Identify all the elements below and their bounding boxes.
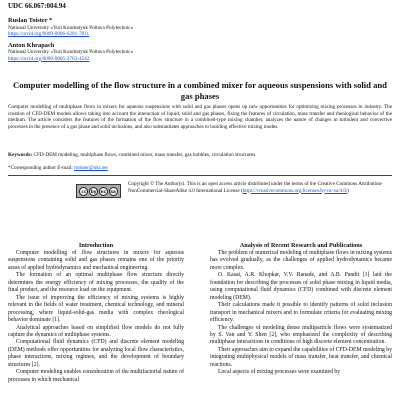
license-link-close: )	[347, 187, 350, 194]
paragraph: The challenges of modeling dense multiparticle flows were systematized by S. Van and Y. Shen [2], who emphasized the complexity of describing multiphase interactions in conditions of high discrete element concentration.	[210, 324, 392, 346]
corresponding-label: *Corresponding author E-mail:	[8, 165, 75, 171]
author-orcid-link[interactable]: https://orcid.org/0009-0006-6201-7811	[8, 30, 90, 37]
udc-code: UDC 66.067:004.94	[8, 2, 66, 10]
author-list	[8, 17, 388, 67]
keywords	[8, 152, 392, 159]
paragraph: Computer modelling of flow structures in mixers for aqueous suspensions containing solid and gas phases remains one of the priority areas of applied hydrodynamics and mechanical engineering.	[8, 250, 184, 271]
license-text: Copyright © The Author(s). This is an open access article distributed under the terms of the Creative Commons Attribution-NonCommercial-ShareAlike 4.0 International License	[128, 181, 383, 194]
paragraph: Computer modeling enables consideration of the multifactorial nature of processes in which mechanical	[8, 369, 184, 383]
sharealike-icon: sa	[110, 188, 116, 194]
license-link-open: (	[240, 187, 243, 194]
paragraph: Their calculations made it possible to identify patterns of solid inclusion transport in mechanical mixers and to formulate criteria for evaluating mixing efficiency.	[210, 302, 392, 324]
paragraph: O. Kasat, A.R. Khopkar, V.V. Ranade, and A.B. Pandit [1] laid the foundation for describing the processes of solid phase mixing in liquid media, using computational fluid dynamics (CFD) combined with discrete element modeling (DEM).	[210, 272, 392, 301]
author-affiliation: National University «Yuri Kondratyuk Poltava Polytechnic»	[8, 24, 134, 31]
author-affiliation: National University «Yuri Kondratyuk Poltava Polytechnic»	[8, 49, 134, 56]
corresponding-email-link[interactable]: rtoister@ukr.net	[74, 165, 108, 171]
noncommercial-icon: nc	[100, 188, 107, 194]
paragraph: Their approaches aim to expand the capabilities of CFD-DEM modeling by integrating multiphysical models of mass transfer, heat transfer, and chemical reactions.	[210, 346, 392, 368]
cc-license-badge	[76, 184, 121, 198]
paragraph: The problem of numerical modeling of multiphase flows in mixing systems has evolved gradually, as the challenges of applied hydrodynamics became more complex.	[210, 250, 392, 271]
cc-icon: cc	[79, 187, 88, 196]
keywords-text: CFD-DEM modeling, multiphase flows, combined mixer, mass transfer, gas bubbles, circulation structures.	[32, 152, 257, 158]
paragraph: The issue of improving the efficiency of mixing systems is highly relevant in the fields of water treatment, chemical technology, and mineral processing, where liquid-solid-gas media with complex rheological behavior dominate [1].	[8, 294, 184, 324]
author-block	[8, 17, 388, 37]
author-block	[8, 42, 388, 62]
left-column	[8, 242, 184, 384]
author-orcid-link[interactable]: https://orcid.org/0009-0005-2763-4542	[8, 55, 90, 62]
attribution-icon: by	[90, 188, 97, 194]
keywords-label: Keywords:	[8, 152, 33, 158]
license-statement	[128, 181, 392, 194]
paragraph: The formation of an optimal multiphase flow structure directly determines the energy efficiency of mixing processes, the quality of the final product, and the resource load on the equipment.	[8, 272, 184, 294]
paragraph: Local aspects of mixing processes were examined by	[218, 369, 341, 376]
paragraph: Computational fluid dynamics (CFD) and discrete element modeling (DEM) methods offer opportunities for analyzing local flow characteristics, phase interactions, mixing regimes, and the development of boundary structures [2].	[8, 339, 184, 368]
article-title: Computer modelling of the flow structure in a combined mixer for aqueous suspensions with solid and gas phases	[13, 80, 387, 101]
section-divider	[8, 175, 392, 176]
section-heading-introduction: Introduction	[78, 242, 114, 249]
license-link[interactable]: https://creativecommons.org/licenses/by-nc-sa/4.0/	[242, 187, 348, 194]
paragraph: Analytical approaches based on simplified flow models do not fully capture the dynamics of multiphase systems.	[8, 324, 184, 338]
author-name: Ruslan Toister *	[8, 17, 53, 24]
right-column	[210, 242, 392, 377]
abstract: Computer modelling of multiphase flows in mixers for aqueous suspensions with solid and gas phases opens up new opportunities for optimizing mixing processes in industry. The creation of CFD-DEM models allows taking into account the interaction of liquid, solid and gas phases, fixing the features of circulation, mass transfer and rheological behavior of the medium. The article considers the features of the formation of the flow structure in a combined-type mixing chamber, analyzes the nature of changes in turbulent and convective processes in the presence of a gas phase and solid inclusions, and also substantiates approaches to building effective mixing modes.	[8, 104, 392, 130]
corresponding-author	[8, 165, 392, 172]
author-name: Anton Khrapach	[8, 41, 55, 49]
section-heading-analysis: Analysis of Recent Research and Publications	[239, 242, 363, 249]
